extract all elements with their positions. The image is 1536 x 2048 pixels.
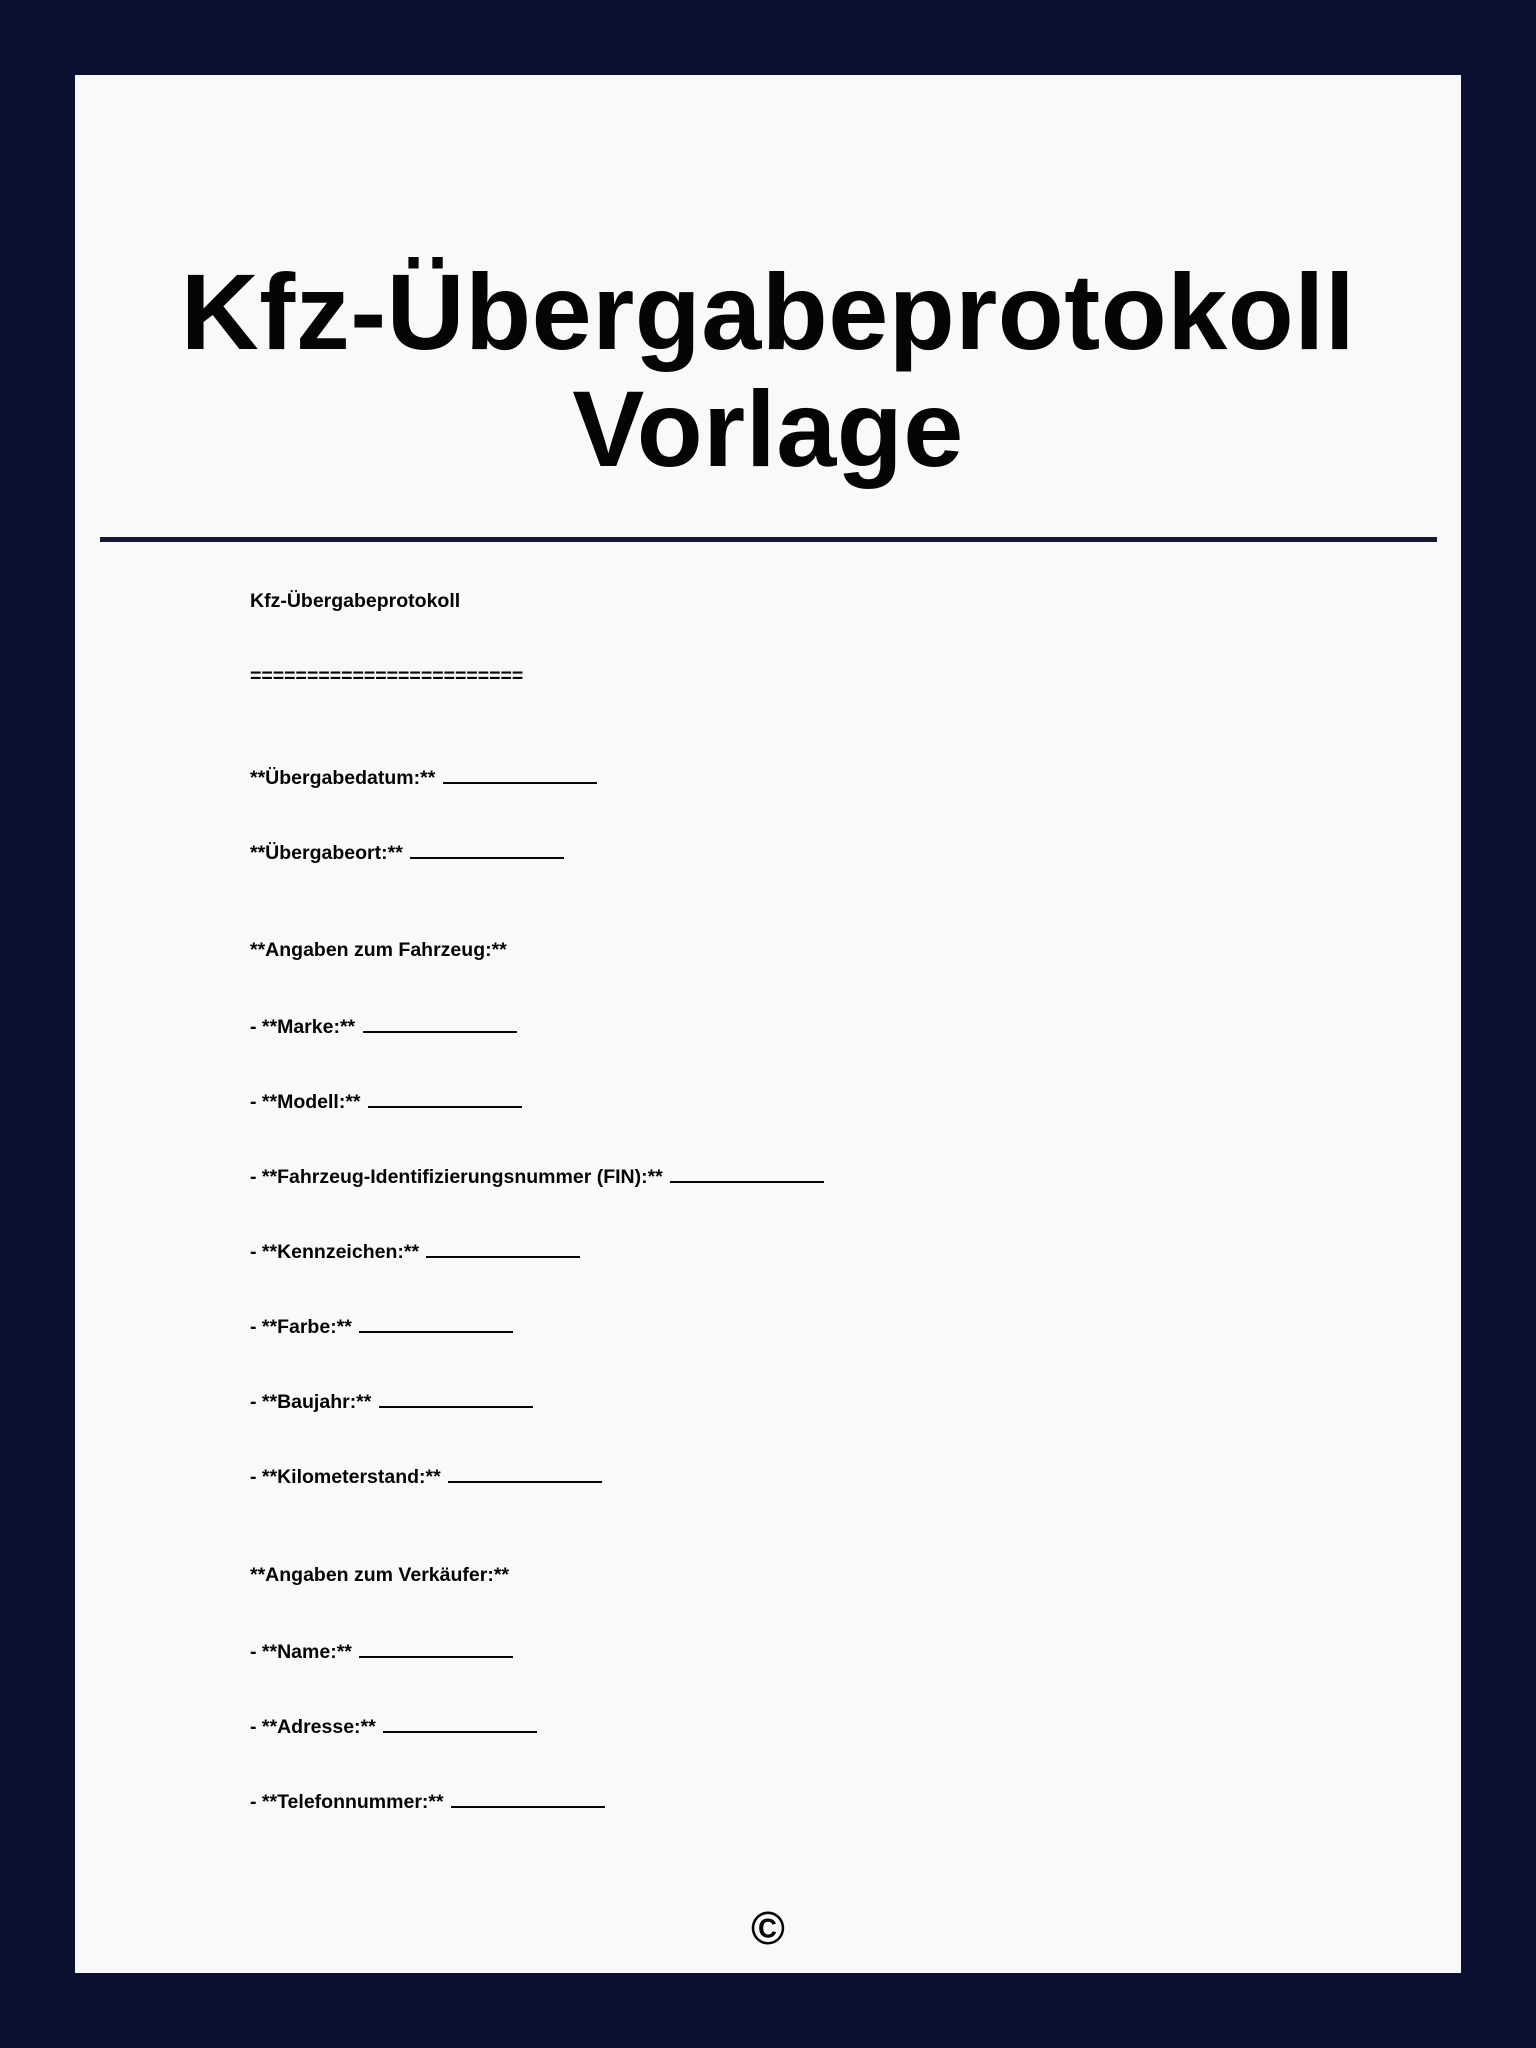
field-label-uebergabedatum: **Übergabedatum:** bbox=[250, 767, 436, 789]
blank-line bbox=[426, 1238, 580, 1258]
field-label-farbe: - **Farbe:** bbox=[250, 1316, 352, 1338]
field-label-name: - **Name:** bbox=[250, 1641, 352, 1663]
blank-line bbox=[359, 1638, 513, 1658]
section-heading-fahrzeug: **Angaben zum Fahrzeug:** bbox=[250, 939, 507, 961]
blank-line bbox=[448, 1463, 602, 1483]
field-label-uebergabeort: **Übergabeort:** bbox=[250, 842, 403, 864]
field-label-modell: - **Modell:** bbox=[250, 1091, 361, 1113]
field-uebergabedatum bbox=[250, 764, 597, 790]
field-uebergabeort bbox=[250, 839, 564, 865]
blank-line bbox=[410, 839, 564, 859]
section-heading-verkaeufer: **Angaben zum Verkäufer:** bbox=[250, 1564, 509, 1586]
field-marke bbox=[250, 1013, 517, 1039]
blank-line bbox=[363, 1013, 517, 1033]
page-title bbox=[75, 253, 1461, 487]
field-label-telefonnummer: - **Telefonnummer:** bbox=[250, 1791, 444, 1813]
field-baujahr bbox=[250, 1388, 533, 1414]
document-page bbox=[75, 75, 1461, 1973]
copyright-mark: © bbox=[751, 1902, 785, 1954]
field-label-fin: - **Fahrzeug-Identifizierungsnummer (FIN):** bbox=[250, 1166, 663, 1188]
field-label-adresse: - **Adresse:** bbox=[250, 1716, 376, 1738]
field-farbe bbox=[250, 1313, 513, 1339]
blank-line bbox=[379, 1388, 533, 1408]
field-kennzeichen bbox=[250, 1238, 580, 1264]
field-label-kennzeichen: - **Kennzeichen:** bbox=[250, 1241, 420, 1263]
blank-line bbox=[451, 1788, 605, 1808]
field-fin bbox=[250, 1163, 824, 1189]
field-label-baujahr: - **Baujahr:** bbox=[250, 1391, 372, 1413]
field-label-marke: - **Marke:** bbox=[250, 1016, 356, 1038]
document-heading: Kfz-Übergabeprotokoll bbox=[250, 590, 461, 612]
field-telefonnummer bbox=[250, 1788, 605, 1814]
blank-line bbox=[670, 1163, 824, 1183]
page-title-line-2: Vorlage bbox=[572, 368, 964, 489]
title-divider bbox=[100, 537, 1437, 542]
blank-line bbox=[383, 1713, 537, 1733]
blank-line bbox=[443, 764, 597, 784]
heading-separator: ======================== bbox=[250, 665, 524, 687]
field-label-kilometerstand: - **Kilometerstand:** bbox=[250, 1466, 441, 1488]
blank-line bbox=[368, 1088, 522, 1108]
field-kilometerstand bbox=[250, 1463, 602, 1489]
field-modell bbox=[250, 1088, 522, 1114]
page-title-line-1: Kfz-Übergabeprotokoll bbox=[180, 251, 1356, 372]
field-name bbox=[250, 1638, 513, 1664]
blank-line bbox=[359, 1313, 513, 1333]
field-adresse bbox=[250, 1713, 537, 1739]
